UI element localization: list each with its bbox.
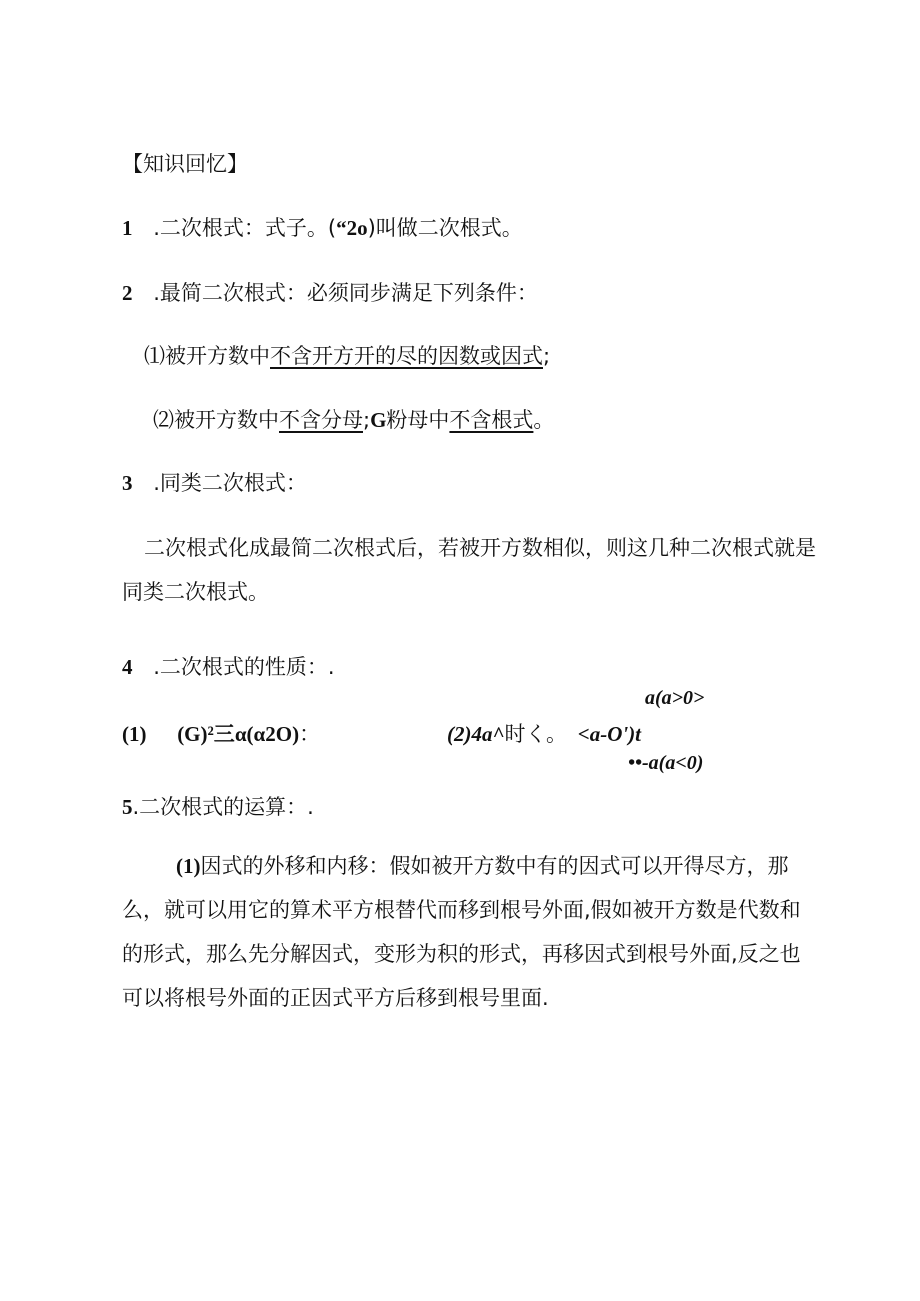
item-5-sub-paragraph xyxy=(122,844,818,1020)
property-2 xyxy=(447,724,641,745)
property-2-top-case: a(a>0> xyxy=(645,687,705,709)
property-1-formula-c: ： xyxy=(299,722,321,746)
condition-2-underlined-2: 不含根式 xyxy=(449,408,534,432)
condition-2-prefix: ⑵被开方数中 xyxy=(153,408,279,432)
property-1-label: (1) xyxy=(122,722,147,746)
item-3 xyxy=(122,473,307,494)
condition-2-mid-a: ; xyxy=(363,408,371,432)
item-2-text: .最简二次根式：必须同步满足下列条件： xyxy=(153,281,538,305)
section-heading xyxy=(122,154,248,175)
condition-1-suffix: ; xyxy=(543,344,551,368)
condition-2 xyxy=(153,410,554,431)
property-2-left-a: (2)4a^ xyxy=(447,722,505,746)
property-1 xyxy=(122,724,320,745)
item-5-text: .二次根式的运算：. xyxy=(132,795,314,819)
property-2-bottom-case: ••-a(a<0) xyxy=(628,752,704,774)
property-1-formula-b: α(α2O) xyxy=(234,722,300,746)
item-2 xyxy=(122,283,538,304)
item-5-sub-label: (1) xyxy=(176,854,201,878)
item-3-text: .同类二次根式： xyxy=(153,471,307,495)
property-1-formula-a: (G)²三 xyxy=(177,722,235,746)
condition-1 xyxy=(144,346,550,367)
item-1-text-b: “2o xyxy=(336,216,368,240)
item-5 xyxy=(122,797,314,818)
condition-1-underlined: 不含开方开的尽的因数或因式 xyxy=(270,344,543,368)
item-3-number: 3 xyxy=(122,471,133,495)
property-2-middle: <a-O')t xyxy=(577,722,642,746)
heading-text: 【知识回忆】 xyxy=(122,152,248,176)
item-4 xyxy=(122,657,335,678)
condition-2-suffix: 。 xyxy=(533,408,555,432)
condition-2-mid-c: 粉母中 xyxy=(386,408,450,432)
property-2-left-b: 时く。 xyxy=(504,722,568,746)
condition-1-prefix: ⑴被开方数中 xyxy=(144,344,270,368)
item-1-text-a: .二次根式：式子。( xyxy=(153,216,337,240)
item-5-number: 5 xyxy=(122,795,133,819)
item-1-number: 1 xyxy=(122,216,133,240)
item-4-text: .二次根式的性质：. xyxy=(153,655,335,679)
condition-2-underlined-1: 不含分母 xyxy=(279,408,363,432)
item-3-body: 二次根式化成最简二次根式后，若被开方数相似，则这几种二次根式就是同类二次根式。 xyxy=(122,536,816,604)
item-5-sub-text: 因式的外移和内移：假如被开方数中有的因式可以开得尽方，那么，就可以用它的算术平方根替代而移到根号外面,假如被开方数是代数和的形式，那么先分解因式，变形为积的形式，再移因式到根号外面,反之也可以将根号外面的正因式平方后移到根号里面. xyxy=(122,854,801,1010)
item-1 xyxy=(122,218,523,239)
item-1-text-c: )叫做二次根式。 xyxy=(367,216,523,240)
item-4-number: 4 xyxy=(122,655,133,679)
item-2-number: 2 xyxy=(122,281,133,305)
condition-2-mid-b: G xyxy=(370,408,387,432)
